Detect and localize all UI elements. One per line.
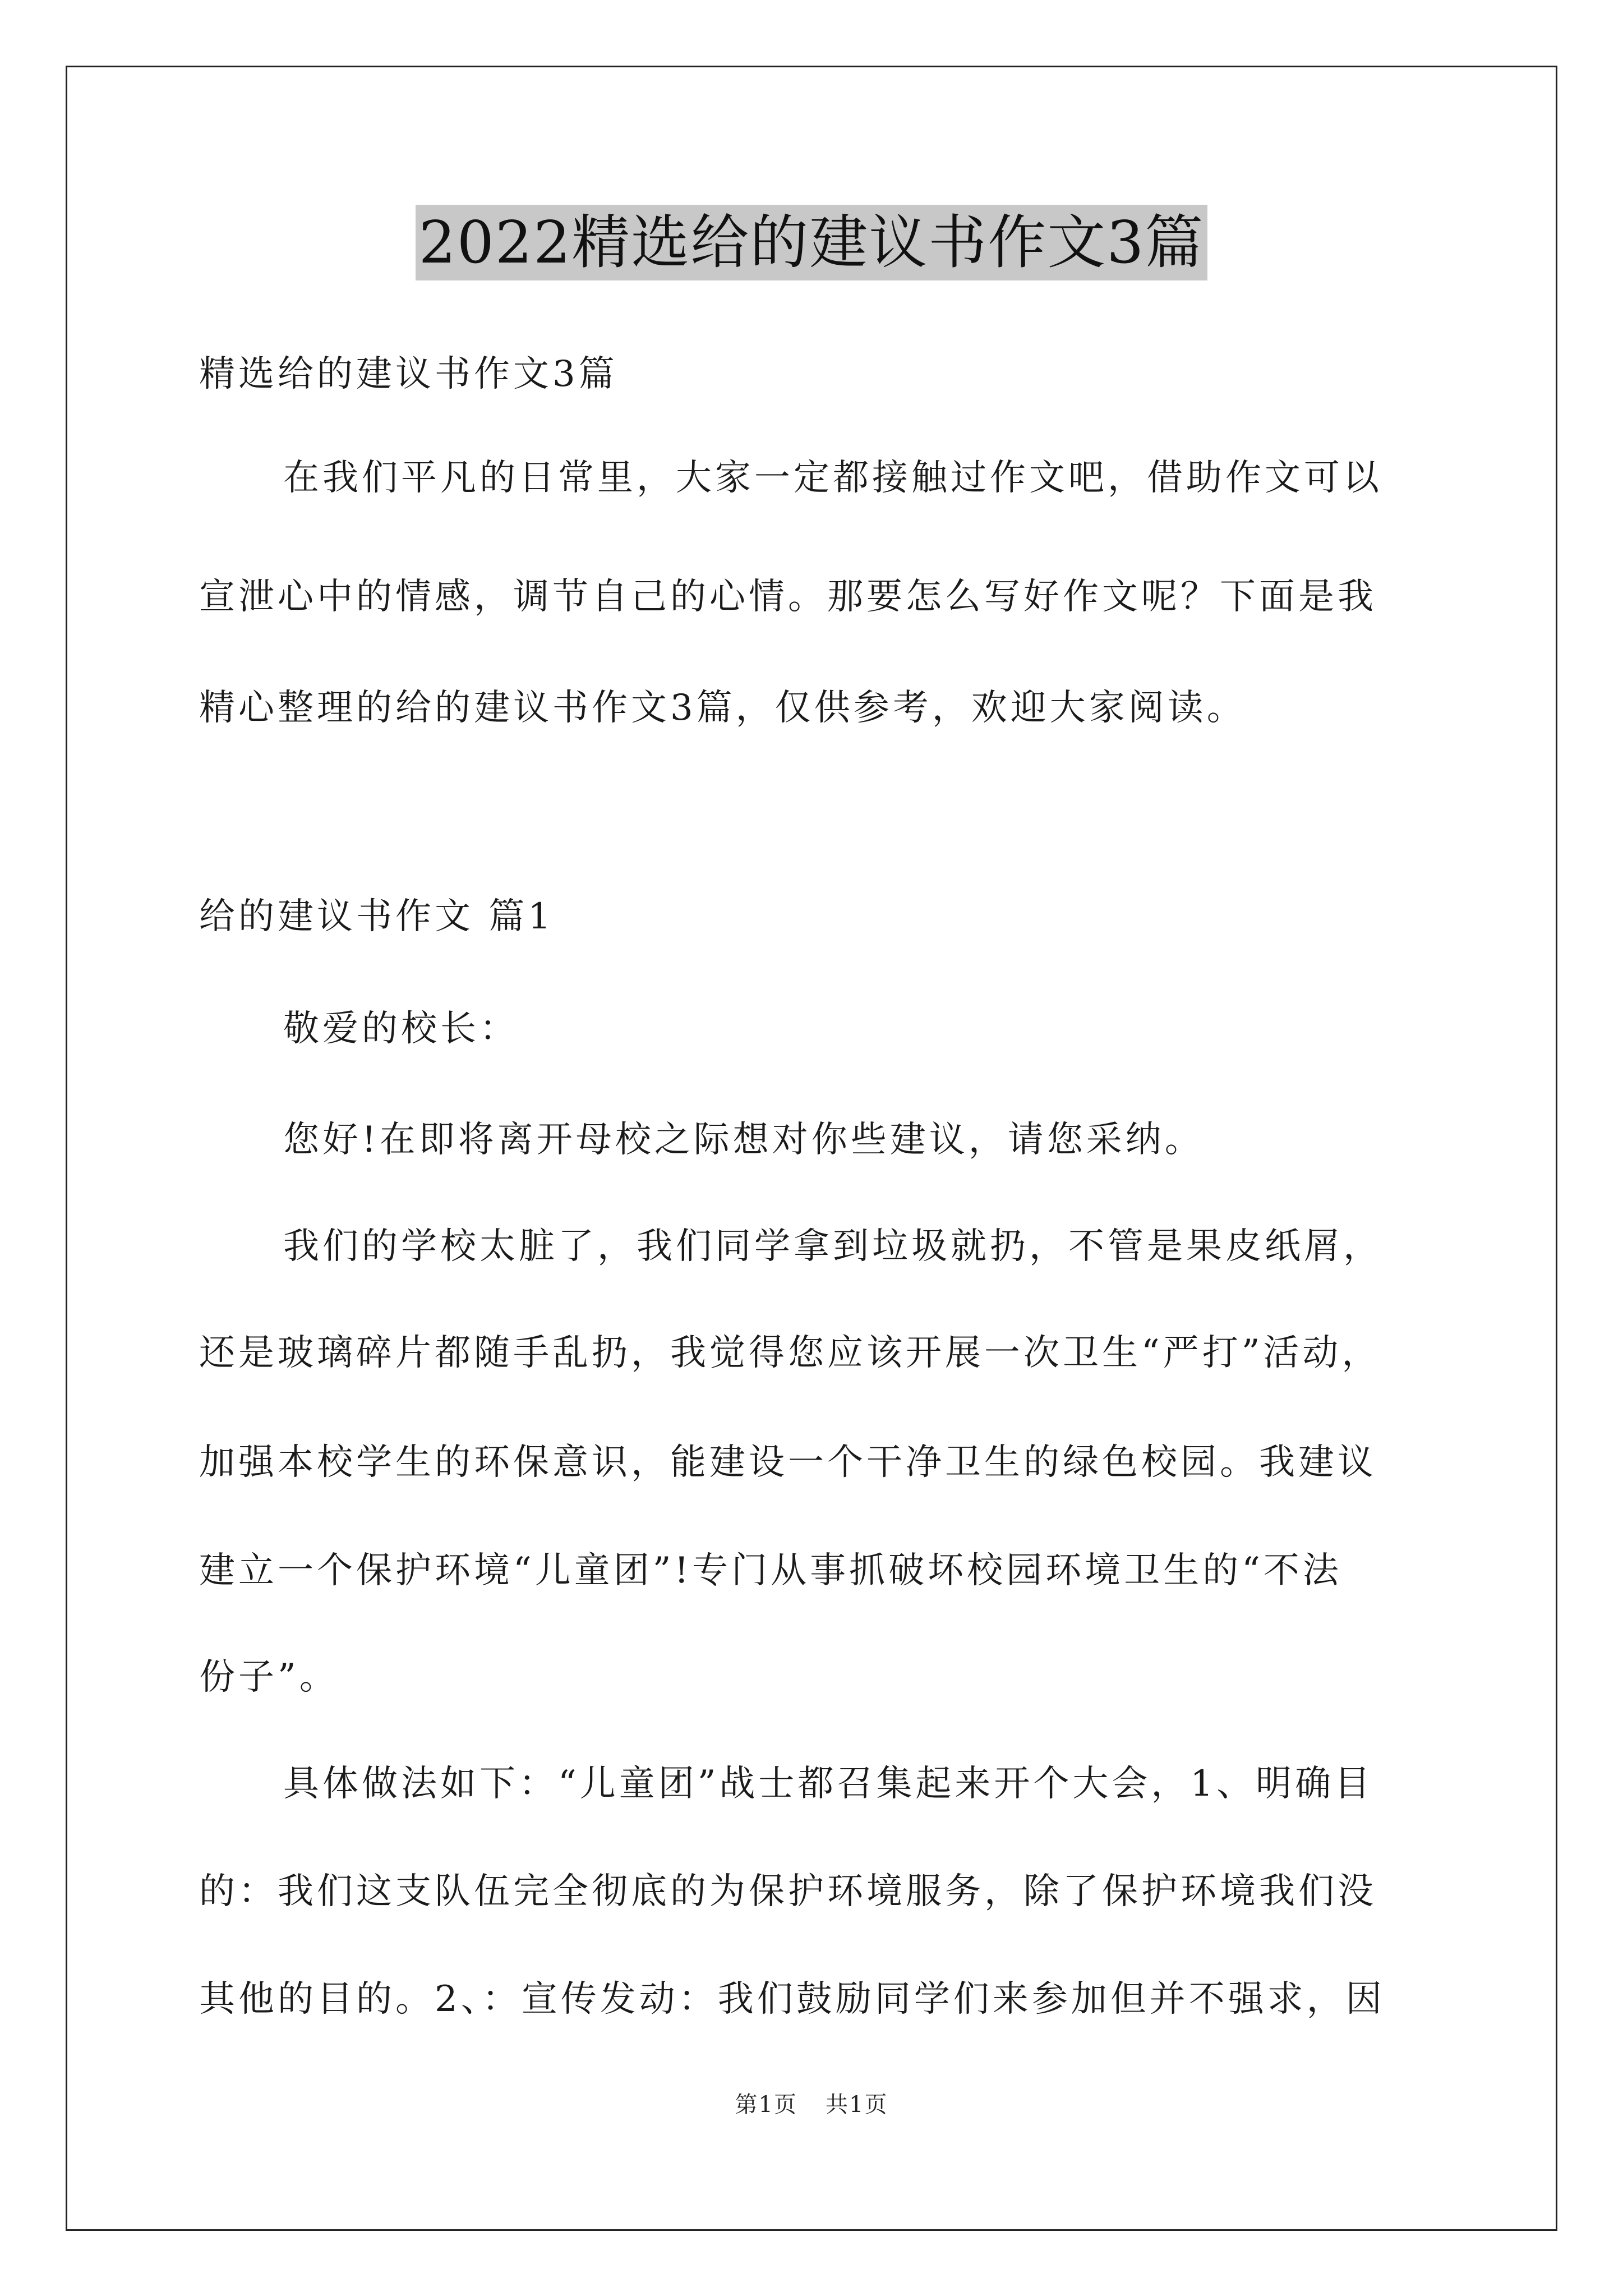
- page-footer: [0, 2087, 1623, 2119]
- intro-line-2: 宣泄心中的情感，调节自己的心情。那要怎么写好作文呢？下面是我: [199, 576, 1377, 618]
- para1-line-5: 份子”。: [199, 1657, 339, 1698]
- intro-line-1: 在我们平凡的日常里，大家一定都接触过作文吧，借助作文可以: [283, 457, 1382, 499]
- para1-line-3: 加强本校学生的环保意识，能建设一个干净卫生的绿色校园。我建议: [199, 1442, 1377, 1483]
- document-title: 2022精选给的建议书作文3篇: [416, 205, 1208, 280]
- para1-line-4: 建立一个保护环境“儿童团”!专门从事抓破坏校园环境卫生的“不法: [199, 1550, 1342, 1591]
- page-number-current: 第1页: [735, 2092, 797, 2118]
- para1-line-1: 我们的学校太脏了，我们同学拿到垃圾就扔，不管是果皮纸屑，: [283, 1226, 1382, 1267]
- intro-line-3: 精心整理的给的建议书作文3篇，仅供参考，欢迎大家阅读。: [199, 687, 1246, 729]
- title-wrapper: [0, 205, 1623, 280]
- page-number-total: 共1页: [826, 2092, 888, 2118]
- para2-line-2: 的：我们这支队伍完全彻底的为保护环境服务，除了保护环境我们没: [199, 1871, 1377, 1912]
- para1-line-2: 还是玻璃碎片都随手乱扔，我觉得您应该开展一次卫生“严打”活动，: [199, 1332, 1381, 1374]
- para2-line-3: 其他的目的。2、：宣传发动：我们鼓励同学们来参加但并不强求，因: [199, 1978, 1385, 2020]
- para2-line-1: 具体做法如下：“儿童团”战士都召集起来开个大会，1、明确目: [283, 1763, 1374, 1805]
- salutation: 敬爱的校长：: [283, 1008, 519, 1050]
- section-heading: 给的建议书作文 篇1: [199, 896, 555, 937]
- document-subtitle: 精选给的建议书作文3篇: [199, 353, 618, 395]
- greeting-line: 您好!在即将离开母校之际想对你些建议，请您采纳。: [283, 1119, 1204, 1161]
